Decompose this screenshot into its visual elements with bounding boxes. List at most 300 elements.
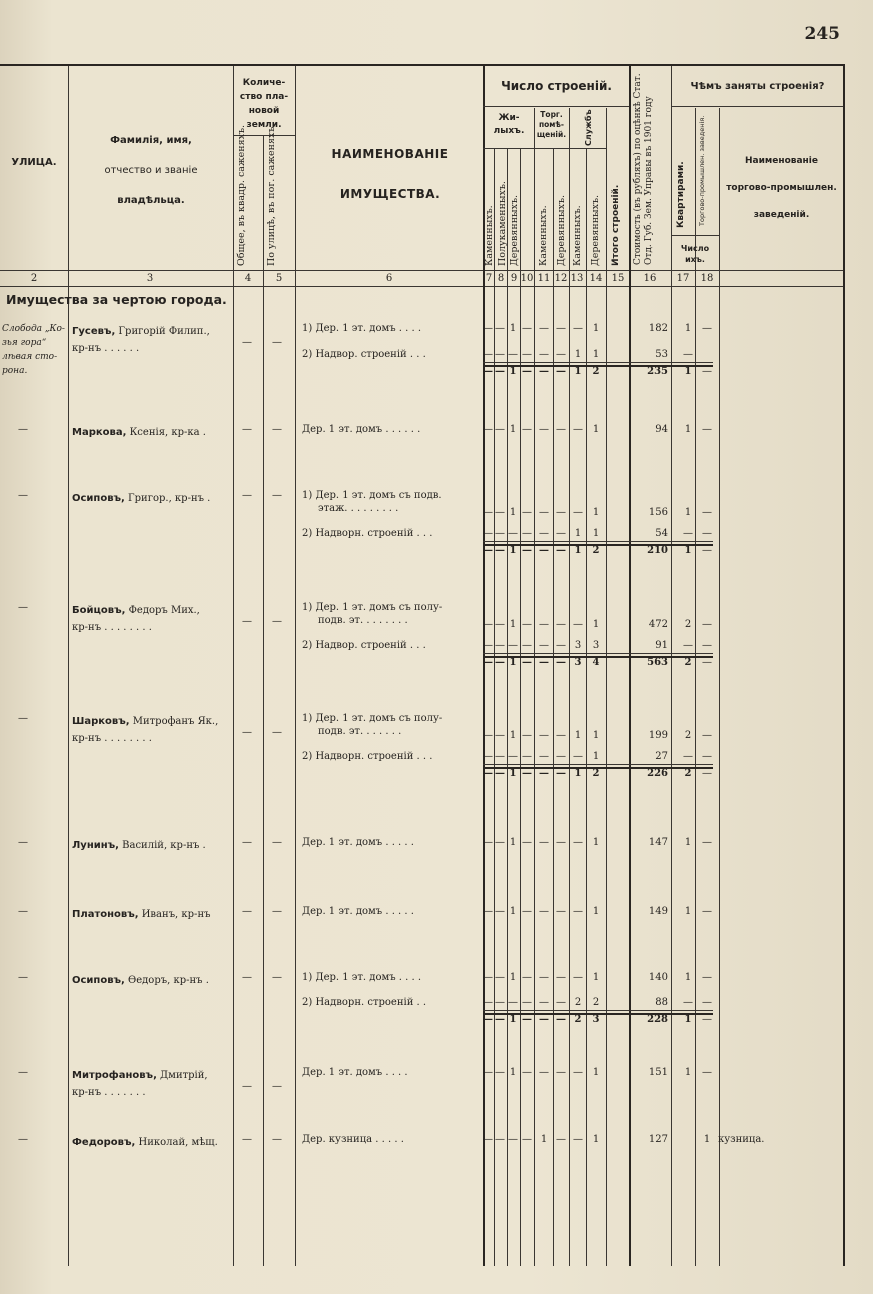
- property-name: Дер. 1 эт. домъ . . . . . .: [302, 424, 421, 435]
- property-name: 2) Надвор. строеній . . .: [302, 349, 426, 360]
- building-count: —: [483, 972, 493, 983]
- property-name: Дер. кузница . . . . .: [302, 1134, 404, 1145]
- cost-header: Стоимость (въ рубляхъ) по оцѣнкѣ Стат. Отд. Губ. Зем. Управы въ 1901 году: [633, 73, 654, 265]
- building-count: —: [495, 972, 505, 983]
- street-ditto: —: [18, 602, 28, 613]
- land-header: Количе- ство пла- новой земли.: [239, 78, 289, 130]
- building-count: —: [556, 640, 566, 651]
- building-count: —: [508, 640, 518, 651]
- building-count: —: [495, 528, 505, 539]
- owner-given: Ѳедоръ, кр-нъ .: [124, 975, 209, 986]
- land-total-value: —: [242, 906, 252, 917]
- owner-name: [72, 972, 232, 989]
- total-header: Итого строеній.: [611, 184, 621, 266]
- col-rule: [494, 148, 495, 1266]
- building-count: —: [556, 730, 566, 741]
- column-number: 17: [676, 273, 690, 284]
- total-building-count: 2: [574, 1014, 582, 1025]
- building-count: —: [522, 424, 532, 435]
- total-building-count: —: [495, 1014, 505, 1025]
- cost-value: 91: [655, 640, 668, 651]
- total-building-count: —: [556, 768, 566, 779]
- street-name: Слобода „Ко- зья гора“ лѣвая сто- рона.: [2, 324, 65, 376]
- land-street-value: —: [272, 1134, 282, 1145]
- col-rule: [263, 135, 264, 1266]
- cost-header-box: [629, 68, 671, 268]
- trade-wooden-header: Деревянныхъ.: [556, 194, 567, 266]
- land-street-value: —: [272, 1081, 282, 1092]
- land-street-value: —: [272, 837, 282, 848]
- table-top-rule: [0, 64, 845, 66]
- land-street-value: —: [272, 906, 282, 917]
- building-count: 1: [592, 507, 600, 518]
- total-building-count: 1: [509, 768, 517, 779]
- land-street-value: —: [272, 490, 282, 501]
- property-name-cont: этаж. . . . . . . . .: [318, 503, 399, 514]
- total-building-count: —: [539, 545, 549, 556]
- building-count: —: [539, 751, 549, 762]
- header-rule: [483, 148, 606, 149]
- building-count: —: [495, 507, 505, 518]
- building-count: —: [539, 349, 549, 360]
- building-count: 2: [574, 997, 582, 1008]
- trade-estab-header: Торгово-промышлен. заведенія.: [698, 115, 706, 226]
- building-count: —: [483, 1067, 493, 1078]
- property-name: 2) Надвор. строеній . . .: [302, 640, 426, 651]
- owner-status: кр-нъ . . . . . . . .: [72, 622, 152, 633]
- owner-given: Ксенія, кр-ка .: [126, 427, 206, 438]
- building-count: —: [483, 424, 493, 435]
- building-count: —: [483, 349, 493, 360]
- apartments-value: 1: [684, 424, 692, 435]
- total-building-count: —: [495, 768, 505, 779]
- total-trade-estab-value: —: [702, 768, 712, 779]
- property-name: Дер. 1 эт. домъ . . . . .: [302, 906, 414, 917]
- column-number: 16: [643, 273, 657, 284]
- building-count: 1: [509, 1067, 517, 1078]
- land-total-value: —: [242, 972, 252, 983]
- total-building-count: —: [522, 545, 532, 556]
- street-ditto: —: [18, 713, 28, 724]
- building-count: —: [556, 1067, 566, 1078]
- apartments-value: 1: [684, 323, 692, 334]
- property-name: 1) Дер. 1 эт. домъ съ подв.: [302, 490, 442, 501]
- building-count: —: [522, 619, 532, 630]
- building-count: 1: [509, 424, 517, 435]
- total-building-count: —: [495, 366, 505, 377]
- cost-value: 54: [655, 528, 668, 539]
- building-count: 1: [574, 349, 582, 360]
- building-count: —: [573, 507, 583, 518]
- owner-surname: Митрофановъ,: [72, 1070, 157, 1081]
- owner-given: Николай, мѣщ.: [135, 1137, 218, 1148]
- cost-value: 140: [648, 972, 668, 983]
- building-count: —: [495, 349, 505, 360]
- owner-surname: Маркова,: [72, 427, 127, 438]
- property-name: Дер. 1 эт. домъ . . . . .: [302, 837, 414, 848]
- trade-estab-value: —: [702, 619, 712, 630]
- total-apartments-value: 1: [684, 366, 692, 377]
- building-count: 1: [592, 424, 600, 435]
- total-building-count: —: [483, 366, 493, 377]
- column-number: 6: [385, 273, 393, 284]
- owner-name: [72, 837, 232, 854]
- owner-surname: Шарковъ,: [72, 716, 130, 727]
- section-title: Имущества за чертою города.: [6, 292, 227, 307]
- owner-status: кр-нъ . . . . . . . .: [72, 733, 152, 744]
- owner-given: Василій, кр-нъ .: [118, 840, 206, 851]
- property-name: 1) Дер. 1 эт. домъ съ полу-: [302, 602, 443, 613]
- cost-value: 149: [648, 906, 668, 917]
- owner-status: кр-нъ . . . . . . .: [72, 1087, 146, 1098]
- total-building-count: —: [483, 768, 493, 779]
- apartments-value: 2: [684, 619, 692, 630]
- total-apartments-value: 2: [684, 768, 692, 779]
- total-building-count: —: [556, 657, 566, 668]
- building-count: —: [539, 837, 549, 848]
- apartments-value: —: [683, 349, 693, 360]
- service-header: Службъ: [584, 109, 593, 146]
- apartments-value: —: [683, 997, 693, 1008]
- building-count: —: [483, 507, 493, 518]
- trade-estab-value: —: [702, 1067, 712, 1078]
- header-rule: [671, 106, 843, 107]
- total-cost-value: 210: [647, 545, 668, 556]
- building-count: —: [539, 997, 549, 1008]
- page-number: 245: [804, 24, 840, 44]
- col-rule: [507, 148, 508, 1266]
- col-rule: [719, 108, 720, 1266]
- land-total-value: —: [242, 727, 252, 738]
- building-count: —: [522, 730, 532, 741]
- residential-header: Жи- лыхъ.: [493, 113, 525, 136]
- building-count: —: [522, 323, 532, 334]
- building-count: —: [573, 906, 583, 917]
- total-building-count: 1: [509, 657, 517, 668]
- land-street-value: —: [272, 424, 282, 435]
- total-building-count: —: [522, 657, 532, 668]
- building-count: 1: [592, 751, 600, 762]
- apartments-value: 2: [684, 730, 692, 741]
- trade-estab-value: —: [702, 837, 712, 848]
- building-count: —: [539, 1067, 549, 1078]
- owner-name: [72, 602, 232, 636]
- owner-given: Дмитрій,: [156, 1070, 208, 1081]
- subtotal-rule: [483, 362, 713, 363]
- column-number: 4: [244, 273, 252, 284]
- property-header: НАИМЕНОВАНІЕ ИМУЩЕСТВА.: [331, 147, 449, 201]
- subtotal-rule: [483, 764, 713, 765]
- building-count: —: [483, 528, 493, 539]
- building-count: —: [495, 323, 505, 334]
- building-count: —: [556, 507, 566, 518]
- cost-value: 94: [655, 424, 668, 435]
- trade-estab-header-box: [697, 110, 717, 232]
- building-count: —: [495, 997, 505, 1008]
- building-count: —: [556, 619, 566, 630]
- building-count: 1: [509, 906, 517, 917]
- building-count: —: [495, 730, 505, 741]
- building-count: —: [522, 837, 532, 848]
- building-count: —: [522, 1067, 532, 1078]
- building-count: —: [522, 972, 532, 983]
- owner-surname: Лунинъ,: [72, 840, 119, 851]
- cost-value: 53: [655, 349, 668, 360]
- owner-name: [72, 323, 232, 357]
- property-name: 2) Надворн. строеній . .: [302, 997, 427, 1008]
- building-count: —: [573, 1067, 583, 1078]
- building-count: 1: [592, 1134, 600, 1145]
- building-count: —: [483, 730, 493, 741]
- total-building-count: 1: [574, 545, 582, 556]
- building-count: 1: [540, 1134, 548, 1145]
- buildings-header: Число строеній.: [501, 79, 612, 93]
- building-count: —: [539, 972, 549, 983]
- building-count: —: [539, 619, 549, 630]
- total-apartments-value: 1: [684, 545, 692, 556]
- service-wooden-header: Деревянныхъ.: [590, 194, 601, 266]
- owner-name: [72, 1134, 232, 1151]
- total-building-count: —: [539, 366, 549, 377]
- land-street-value: —: [272, 616, 282, 627]
- building-count: 1: [592, 1067, 600, 1078]
- apartments-value: —: [683, 751, 693, 762]
- apartments-value: —: [683, 640, 693, 651]
- owner-status: кр-нъ . . . . . .: [72, 343, 140, 354]
- trade-estab-value: —: [702, 730, 712, 741]
- owner-surname: Осиповъ,: [72, 493, 125, 504]
- building-count: —: [556, 349, 566, 360]
- building-count: 1: [509, 619, 517, 630]
- building-count: —: [573, 837, 583, 848]
- estab-name-value: кузница.: [718, 1134, 765, 1145]
- col-rule: [586, 148, 587, 1266]
- building-count: 1: [509, 972, 517, 983]
- owner-surname: Федоровъ,: [72, 1137, 136, 1148]
- column-number: 3: [146, 273, 154, 284]
- total-building-count: —: [556, 545, 566, 556]
- trade-estab-value: —: [702, 528, 712, 539]
- trade-estab-value: —: [702, 751, 712, 762]
- column-number: 10: [520, 273, 534, 284]
- building-count: —: [508, 528, 518, 539]
- building-count: 1: [592, 619, 600, 630]
- apartments-value: 1: [684, 1067, 692, 1078]
- building-count: —: [483, 906, 493, 917]
- total-building-count: —: [522, 1014, 532, 1025]
- building-count: —: [556, 1134, 566, 1145]
- col-rule: [68, 66, 69, 1266]
- building-count: —: [522, 507, 532, 518]
- property-name: 1) Дер. 1 эт. домъ . . . .: [302, 323, 422, 334]
- building-count: —: [556, 323, 566, 334]
- building-count: —: [556, 751, 566, 762]
- street-ditto: —: [18, 972, 28, 983]
- building-count: —: [483, 1134, 493, 1145]
- building-count: —: [495, 640, 505, 651]
- building-count: —: [522, 349, 532, 360]
- trade-header: Торг. помѣ- щеній.: [536, 110, 567, 139]
- building-count: —: [539, 528, 549, 539]
- total-cost-value: 235: [647, 366, 668, 377]
- service-stone-header: Каменныхъ.: [572, 205, 583, 266]
- total-building-count: 1: [574, 366, 582, 377]
- land-total-value: —: [242, 1081, 252, 1092]
- subtotal-rule: [483, 541, 713, 542]
- property-name-cont: подв. эт. . . . . . .: [318, 726, 402, 737]
- building-count: 1: [592, 730, 600, 741]
- res-semistone-header: Полукаменныхъ.: [497, 181, 508, 266]
- total-cost-value: 226: [647, 768, 668, 779]
- column-number: 8: [497, 273, 505, 284]
- column-number: 7: [485, 273, 493, 284]
- building-count: —: [556, 528, 566, 539]
- trade-estab-value: 1: [703, 1134, 711, 1145]
- building-count: —: [522, 640, 532, 651]
- owner-name: [72, 1067, 232, 1101]
- header-rule: [671, 235, 719, 236]
- header-rule: [483, 106, 629, 107]
- building-count: —: [573, 972, 583, 983]
- land-total-value: —: [242, 1134, 252, 1145]
- building-count: —: [539, 906, 549, 917]
- building-count: —: [573, 619, 583, 630]
- trade-estab-value: —: [702, 507, 712, 518]
- total-trade-estab-value: —: [702, 545, 712, 556]
- building-count: —: [539, 730, 549, 741]
- total-building-count: 2: [592, 768, 600, 779]
- total-building-count: 4: [592, 657, 600, 668]
- column-number: 9: [510, 273, 518, 284]
- total-building-count: —: [483, 1014, 493, 1025]
- col-rule: [553, 148, 554, 1266]
- total-trade-estab-value: —: [702, 1014, 712, 1025]
- building-count: —: [483, 640, 493, 651]
- column-number: 5: [275, 273, 283, 284]
- total-building-count: 3: [592, 1014, 600, 1025]
- building-count: —: [522, 751, 532, 762]
- property-name: 1) Дер. 1 эт. домъ съ полу-: [302, 713, 443, 724]
- building-count: —: [508, 349, 518, 360]
- estab-name-header: Наименованіе торгово-промышлен. заведеній.: [726, 156, 837, 220]
- building-count: —: [539, 507, 549, 518]
- total-building-count: 2: [592, 366, 600, 377]
- total-building-count: —: [495, 657, 505, 668]
- building-count: —: [556, 972, 566, 983]
- cost-value: 472: [648, 619, 668, 630]
- property-name: 2) Надворн. строеній . . .: [302, 528, 433, 539]
- total-trade-estab-value: —: [702, 657, 712, 668]
- building-count: 1: [574, 730, 582, 741]
- owner-surname: Гусевъ,: [72, 326, 116, 337]
- owner-surname: Платоновъ,: [72, 909, 139, 920]
- building-count: —: [508, 1134, 518, 1145]
- building-count: —: [522, 1134, 532, 1145]
- building-count: —: [483, 323, 493, 334]
- trade-estab-value: —: [702, 424, 712, 435]
- building-count: 1: [592, 906, 600, 917]
- owner-given: Григорій Филип.,: [115, 326, 210, 337]
- building-count: —: [495, 1067, 505, 1078]
- property-name: 1) Дер. 1 эт. домъ . . . .: [302, 972, 422, 983]
- cost-value: 182: [648, 323, 668, 334]
- property-name: Дер. 1 эт. домъ . . . .: [302, 1067, 408, 1078]
- cost-value: 88: [655, 997, 668, 1008]
- total-building-count: 1: [574, 768, 582, 779]
- cost-value: 127: [648, 1134, 668, 1145]
- trade-estab-value: —: [702, 997, 712, 1008]
- property-name: 2) Надворн. строеній . . .: [302, 751, 433, 762]
- building-count: 1: [592, 837, 600, 848]
- total-building-count: 2: [592, 545, 600, 556]
- street-ditto: —: [18, 906, 28, 917]
- total-building-count: 1: [509, 545, 517, 556]
- building-count: —: [495, 1134, 505, 1145]
- res-stone-header: Каменныхъ.: [484, 205, 495, 266]
- building-count: 1: [592, 528, 600, 539]
- trade-estab-value: —: [702, 906, 712, 917]
- street-ditto: —: [18, 837, 28, 848]
- owner-given: Митрофанъ Як.,: [129, 716, 219, 727]
- column-number: 2: [30, 273, 38, 284]
- total-building-count: —: [483, 545, 493, 556]
- apartments-value: 1: [684, 507, 692, 518]
- building-count: —: [495, 619, 505, 630]
- total-building-count: 1: [509, 366, 517, 377]
- total-building-count: —: [556, 1014, 566, 1025]
- total-building-count: —: [522, 366, 532, 377]
- column-number: 15: [611, 273, 625, 284]
- land-total-value: —: [242, 616, 252, 627]
- owner-surname: Осиповъ,: [72, 975, 125, 986]
- building-count: —: [556, 906, 566, 917]
- occupied-header: Чѣмъ заняты строенія?: [690, 81, 825, 92]
- land-street-value: —: [272, 337, 282, 348]
- building-count: —: [539, 424, 549, 435]
- building-count: —: [573, 751, 583, 762]
- total-apartments-value: 2: [684, 657, 692, 668]
- building-count: —: [483, 751, 493, 762]
- building-count: —: [483, 997, 493, 1008]
- building-count: 1: [509, 730, 517, 741]
- building-count: 1: [509, 837, 517, 848]
- total-apartments-value: 1: [684, 1014, 692, 1025]
- street-ditto: —: [18, 1134, 28, 1145]
- building-count: —: [495, 837, 505, 848]
- trade-estab-value: —: [702, 640, 712, 651]
- building-count: —: [539, 323, 549, 334]
- column-number: 18: [700, 273, 714, 284]
- building-count: —: [495, 424, 505, 435]
- building-count: —: [483, 837, 493, 848]
- building-count: 3: [574, 640, 582, 651]
- building-count: —: [508, 751, 518, 762]
- building-count: —: [495, 906, 505, 917]
- building-count: 1: [592, 972, 600, 983]
- building-count: —: [483, 619, 493, 630]
- cost-value: 151: [648, 1067, 668, 1078]
- total-building-count: 3: [574, 657, 582, 668]
- owner-header: Фамилія, имя, отчество и званіе владѣльца.: [104, 135, 198, 206]
- owner-given: Григор., кр-нъ .: [124, 493, 211, 504]
- subtotal-rule: [483, 653, 713, 654]
- owner-surname: Бойцовъ,: [72, 605, 126, 616]
- col-rule: [520, 148, 521, 1266]
- owner-given: Федоръ Мих.,: [125, 605, 200, 616]
- building-count: —: [539, 640, 549, 651]
- column-number: 12: [554, 273, 568, 284]
- building-count: —: [522, 997, 532, 1008]
